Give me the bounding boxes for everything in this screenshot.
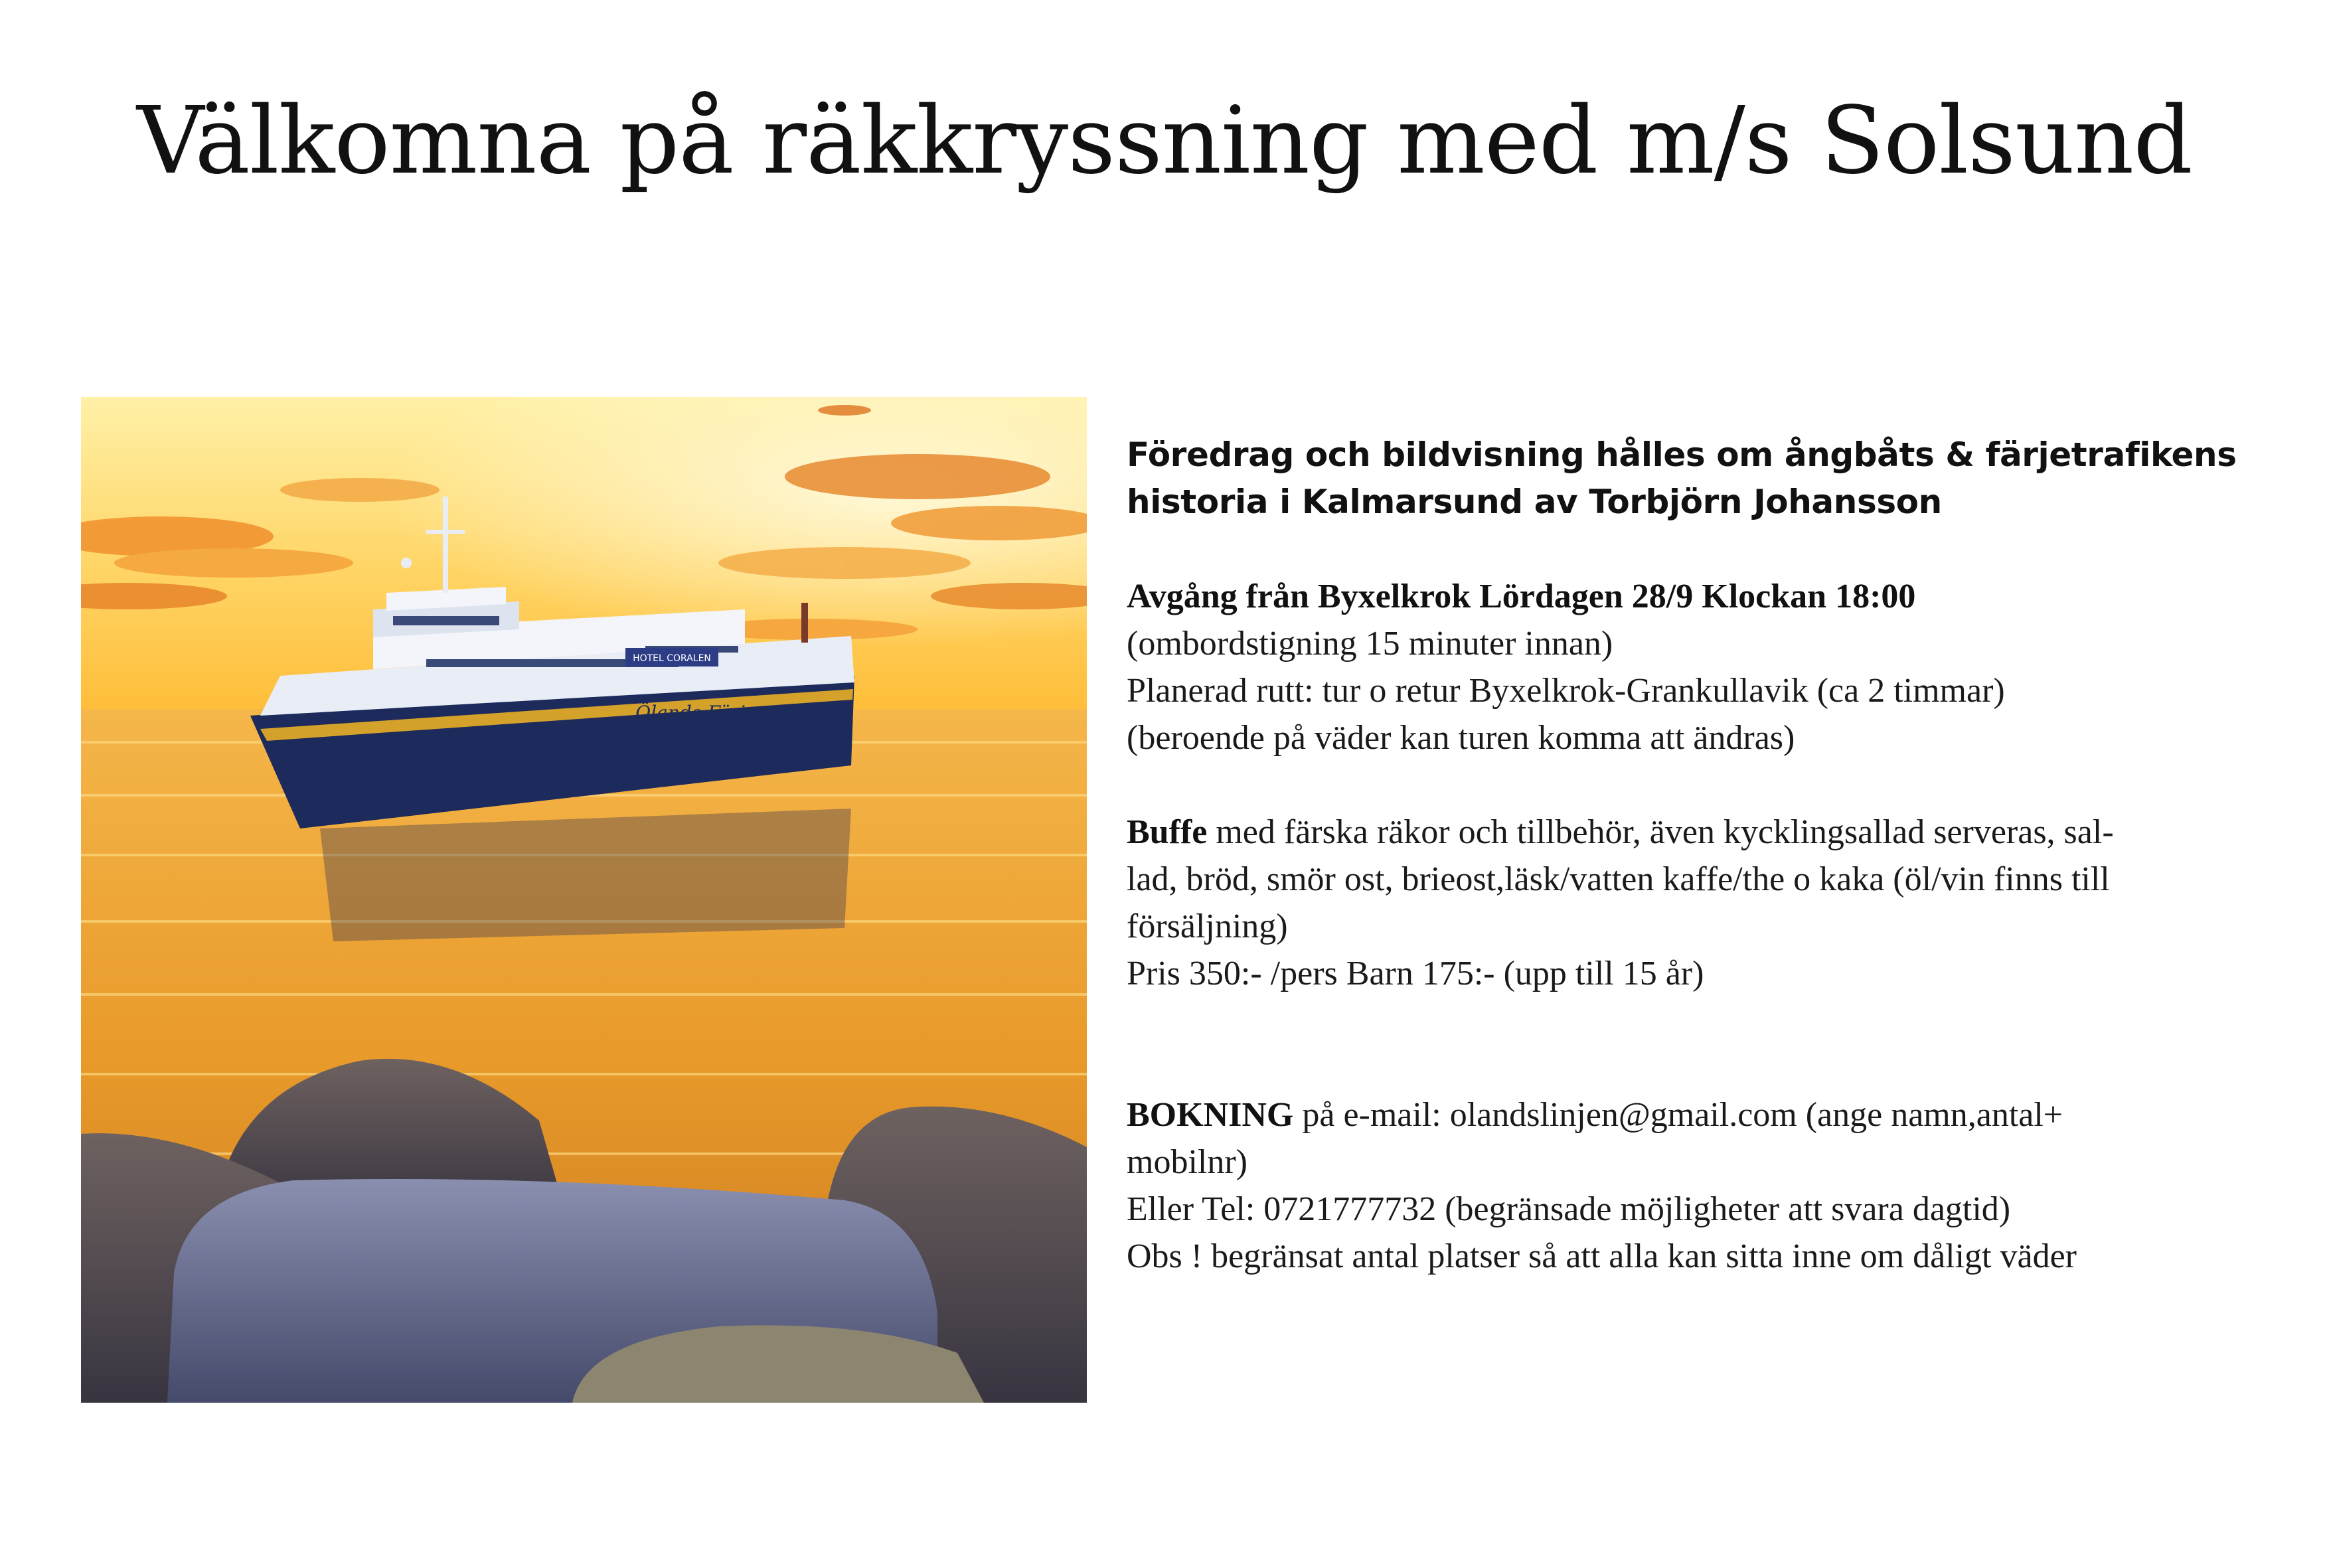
booking-section bbox=[1127, 1091, 2255, 1280]
booking-phone: Eller Tel: 0721777732 (begränsade möjligheter att svara dagtid) bbox=[1127, 1190, 2011, 1228]
ship-reflection bbox=[320, 809, 851, 941]
svg-text:Ölands-Färjan: Ölands-Färjan bbox=[635, 702, 768, 724]
buffet-line-1 bbox=[1127, 809, 2255, 856]
lecture-line-1: Föredrag och bildvisning hålles om ångbåts & färjetrafikens bbox=[1127, 435, 2237, 474]
boarding-note: (ombordstigning 15 minuter innan) bbox=[1127, 625, 1613, 663]
buffet-text-1: med färska räkor och tillbehör, även kycklingsallad serveras, sal- bbox=[1207, 813, 2114, 851]
event-info bbox=[1127, 431, 2255, 1280]
weather-note: (beroende på väder kan turen komma att ändras) bbox=[1127, 719, 1795, 757]
booking-capacity-note: Obs ! begränsat antal platser så att alla kan sitta inne om dåligt väder bbox=[1127, 1237, 2077, 1275]
lecture-announcement bbox=[1127, 431, 2255, 526]
departure-section bbox=[1127, 573, 2255, 761]
page-title: Välkomna på räkkryssning med m/s Solsund bbox=[137, 87, 2192, 195]
booking-email-text: på e-mail: olandslinjen@gmail.com (ange namn,antal+ bbox=[1293, 1096, 2063, 1134]
buffet-line-2: lad, bröd, smör ost, brieost,läsk/vatten kaffe/the o kaka (öl/vin finns till bbox=[1127, 860, 2110, 898]
svg-text:HOTEL CORALEN: HOTEL CORALEN bbox=[633, 653, 711, 664]
buffet-line-3: försäljning) bbox=[1127, 907, 1288, 945]
price-info: Pris 350:- /pers Barn 175:- (upp till 15 år) bbox=[1127, 955, 1704, 992]
lecture-line-2: historia i Kalmarsund av Torbjörn Johansson bbox=[1127, 483, 1942, 521]
buffet-label: Buffe bbox=[1127, 813, 1208, 851]
departure-heading: Avgång från Byxelkrok Lördagen 28/9 Klockan 18:00 bbox=[1127, 578, 1916, 615]
booking-line-1 bbox=[1127, 1091, 2255, 1138]
booking-line-2: mobilnr) bbox=[1127, 1143, 1247, 1181]
route-description: Planerad rutt: tur o retur Byxelkrok-Grankullavik (ca 2 timmar) bbox=[1127, 672, 2005, 710]
booking-label: BOKNING bbox=[1127, 1096, 1294, 1134]
buffet-section bbox=[1127, 809, 2255, 997]
ferry-sunset-photo bbox=[81, 397, 1087, 1403]
